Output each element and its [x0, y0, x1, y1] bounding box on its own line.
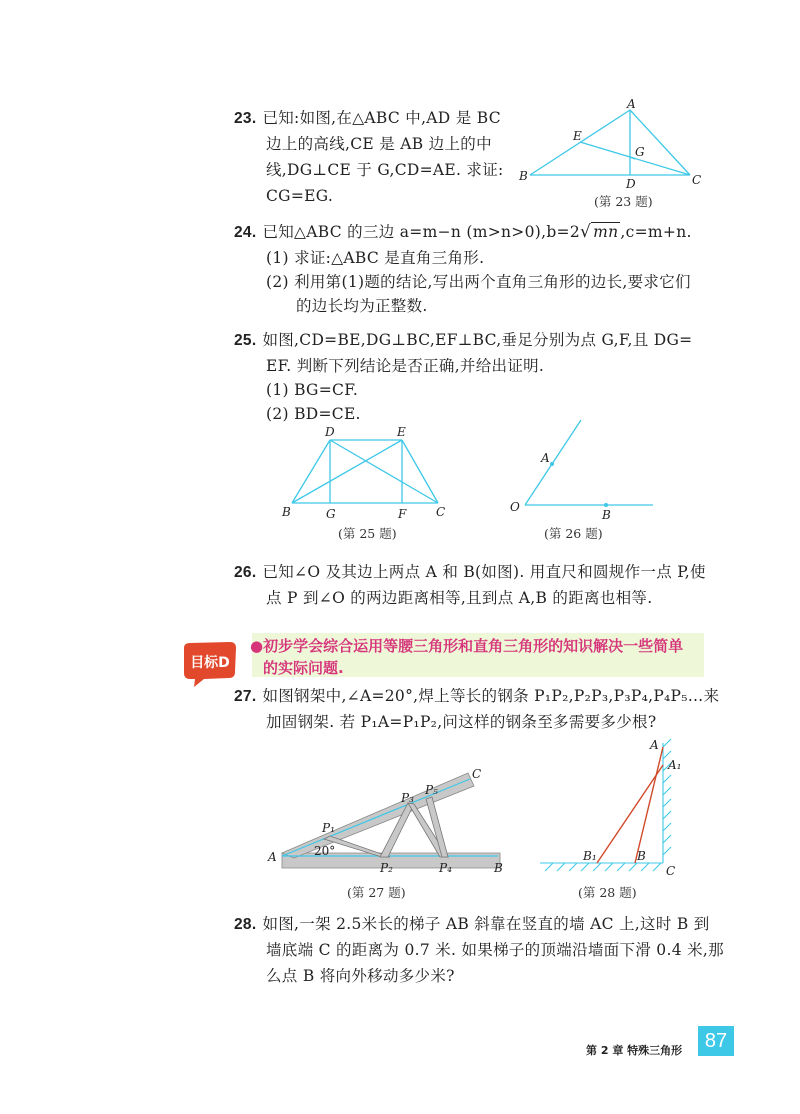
target-badge [180, 640, 238, 688]
q25-label-c: C [436, 505, 446, 519]
q25-line-1: 25. 如图,CD=BE,DG⊥BC,EF⊥BC,垂足分别为点 G,F,且 DG= [234, 331, 693, 349]
q25-figure [280, 425, 450, 520]
q25-label-b: B [282, 505, 291, 519]
q23-label-c: C [692, 173, 702, 187]
q24-line-1: 24. 已知△ABC 的三边 a=m−n (m>n>0),b=2√ mn ,c=m+n. [234, 222, 692, 242]
footer-chapter: 第 2 章 特殊三角形 [586, 1044, 683, 1057]
q25-number: 25. [234, 332, 257, 349]
q23-caption: (第 23 题) [594, 194, 653, 209]
q26-line-2: 点 P 到∠O 的两边距离相等,且到点 A,B 的距离也相等. [266, 589, 653, 607]
q28-caption: (第 28 题) [578, 885, 637, 900]
q26-point-a [550, 462, 554, 466]
q28-line-3: 么点 B 将向外移动多少米? [266, 967, 455, 985]
q25-item-2: (2) BD=CE. [266, 405, 361, 423]
q26-line-1: 26. 已知∠O 及其边上两点 A 和 B(如图). 用直尺和圆规作一点 P,使 [234, 563, 706, 581]
q23-label-d: D [626, 177, 636, 191]
q28-label-a: A [650, 738, 659, 752]
q27-label-p1: P₁ [322, 821, 335, 835]
q27-caption: (第 27 题) [347, 885, 406, 900]
q25-line-2: EF. 判断下列结论是否正确,并给出证明. [266, 357, 545, 375]
sqrt-radicand: mn [593, 223, 619, 241]
q23-label-e: E [573, 129, 582, 143]
q28-number: 28. [234, 916, 257, 933]
q28-figure [535, 735, 695, 880]
q26-label-o: O [510, 500, 520, 514]
q26-caption: (第 26 题) [544, 526, 603, 541]
q28-line-2: 墙底端 C 的距离为 0.7 米. 如果梯子的顶端沿墙面下滑 0.4 米,那 [266, 941, 724, 959]
q23-label-b: B [519, 169, 528, 183]
q28-label-b1: B₁ [583, 849, 597, 863]
q23-line-4: CG=EG. [266, 187, 334, 205]
q27-line-1: 27. 如图钢架中,∠A=20°,焊上等长的钢条 P₁P₂,P₂P₃,P₃P₄,P₄P₅…来 [234, 687, 720, 705]
q26-label-a: A [541, 451, 550, 465]
q24-number: 24. [234, 224, 257, 241]
q27-label-b: B [494, 861, 503, 875]
q26-label-b: B [602, 508, 611, 522]
q27-label-p4: P₄ [439, 861, 452, 875]
q24-item-2-cont: 的边长均为正整数. [296, 297, 428, 315]
target-badge-text: 目标D [190, 655, 230, 671]
q23-label-a: A [627, 97, 636, 111]
q25-label-e: E [397, 425, 406, 439]
q27-label-p3: P₃ [401, 791, 414, 805]
target-line-2: 的实际问题. [263, 659, 344, 677]
q28-line-1: 28. 如图,一架 2.5米长的梯子 AB 斜靠在竖直的墙 AC 上,这时 B 到 [234, 915, 710, 933]
q28-label-c: C [666, 864, 676, 878]
q23-figure [515, 97, 705, 195]
q23-label-g: G [635, 145, 645, 159]
q24-item-1: (1) 求证:△ABC 是直角三角形. [266, 249, 485, 267]
q23-number: 23. [234, 110, 257, 127]
q28-label-a1: A₁ [668, 758, 682, 772]
q26-point-b [604, 503, 608, 507]
q26-number: 26. [234, 564, 257, 581]
q26-figure [505, 415, 665, 525]
q27-label-p2: P₂ [380, 861, 393, 875]
q25-label-g: G [326, 507, 336, 521]
target-line-1: ●初步学会综合运用等腰三角形和直角三角形的知识解决一些简单 [250, 637, 684, 655]
q25-item-1: (1) BG=CF. [266, 381, 359, 399]
q28-label-b: B [637, 849, 646, 863]
q27-label-c: C [472, 767, 482, 781]
q23-line-1: 23. 已知:如图,在△ABC 中,AD 是 BC [234, 109, 501, 127]
q27-number: 27. [234, 688, 257, 705]
sqrt-symbol: √ [580, 222, 592, 242]
q27-figure [262, 765, 512, 880]
q23-line-2: 边上的高线,CE 是 AB 边上的中 [266, 135, 492, 153]
q27-line-2: 加固钢架. 若 P₁A=P₁P₂,问这样的钢条至多需要多少根? [266, 713, 657, 731]
page-number: 87 [704, 1030, 728, 1052]
q25-label-f: F [398, 507, 407, 521]
q25-caption: (第 25 题) [338, 526, 397, 541]
q25-label-d: D [325, 425, 335, 439]
q27-label-p5: P₅ [425, 783, 438, 797]
q27-label-angle: 20° [314, 844, 336, 858]
q23-line-3: 线,DG⊥CE 于 G,CD=AE. 求证: [266, 161, 504, 179]
q24-item-2: (2) 利用第(1)题的结论,写出两个直角三角形的边长,要求它们 [266, 273, 691, 291]
q27-label-a: A [268, 850, 277, 864]
